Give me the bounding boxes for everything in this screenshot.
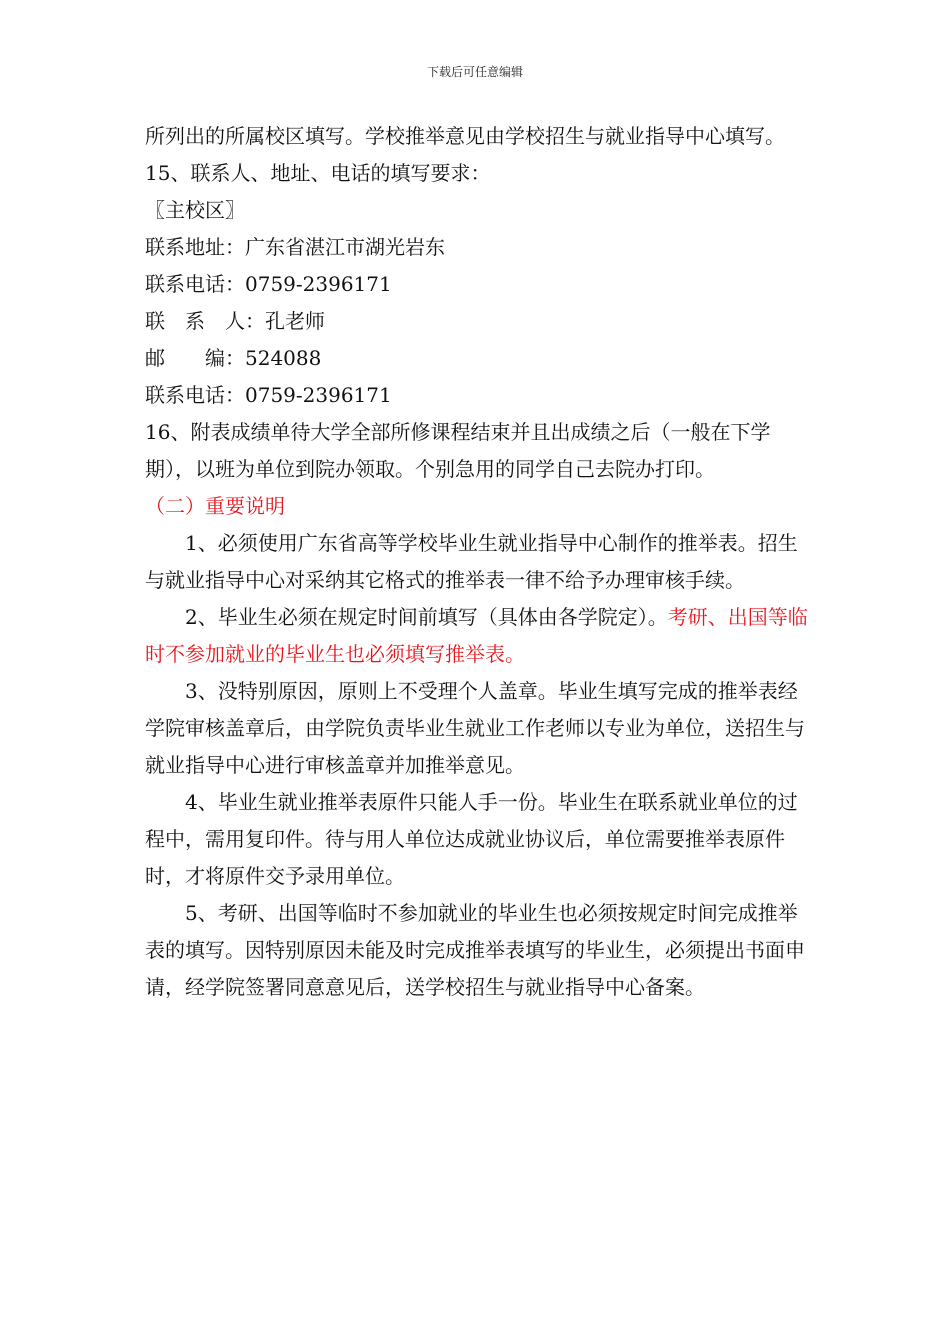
note-2-text: 2、毕业生必须在规定时间前填写（具体由各学院定）。 (185, 605, 668, 629)
contact-phone-2: 联系电话：0759-2396171 (145, 383, 392, 407)
note-1: 1、必须使用广东省高等学校毕业生就业指导中心制作的推举表。招生与就业指导中心对采纳其它格式的推举表一律不给予办理审核手续。 (145, 531, 798, 592)
paragraph-campus-note: 所列出的所属校区填写。学校推举意见由学校招生与就业指导中心填写。 (145, 124, 785, 148)
contact-person: 联 系 人：孔老师 (145, 309, 325, 333)
section-title: （二）重要说明 (145, 494, 285, 518)
paragraph-item-16: 16、附表成绩单待大学全部所修课程结束并且出成绩之后（一般在下学期），以班为单位到院办领取。个别急用的同学自己去院办打印。 (145, 420, 771, 481)
postal-code: 邮 编：524088 (145, 346, 322, 370)
page-header: 下载后可任意编辑 (426, 65, 523, 79)
document-body (145, 118, 810, 1006)
note-2 (145, 599, 810, 673)
contact-address: 联系地址：广东省湛江市湖光岩东 (145, 235, 445, 259)
note-4: 4、毕业生就业推举表原件只能人手一份。毕业生在联系就业单位的过程中，需用复印件。待与用人单位达成就业协议后，单位需要推举表原件时，才将原件交予录用单位。 (145, 790, 798, 888)
paragraph-item-15: 15、联系人、地址、电话的填写要求： (145, 161, 491, 185)
note-2-highlight: 考研、出国等临时不参加就业的毕业生也必须填写推举表。 (145, 605, 808, 666)
note-3: 3、没特别原因，原则上不受理个人盖章。毕业生填写完成的推举表经学院审核盖章后，由学院负责毕业生就业工作老师以专业为单位，送招生与就业指导中心进行审核盖章并加推举意见。 (145, 679, 805, 777)
note-5: 5、考研、出国等临时不参加就业的毕业生也必须按规定时间完成推举表的填写。因特别原因未能及时完成推举表填写的毕业生，必须提出书面申请，经学院签署同意意见后，送学校招生与就业指导中心备案。 (145, 901, 805, 999)
contact-phone: 联系电话：0759-2396171 (145, 272, 392, 296)
campus-heading: 〖主校区〗 (145, 198, 245, 222)
